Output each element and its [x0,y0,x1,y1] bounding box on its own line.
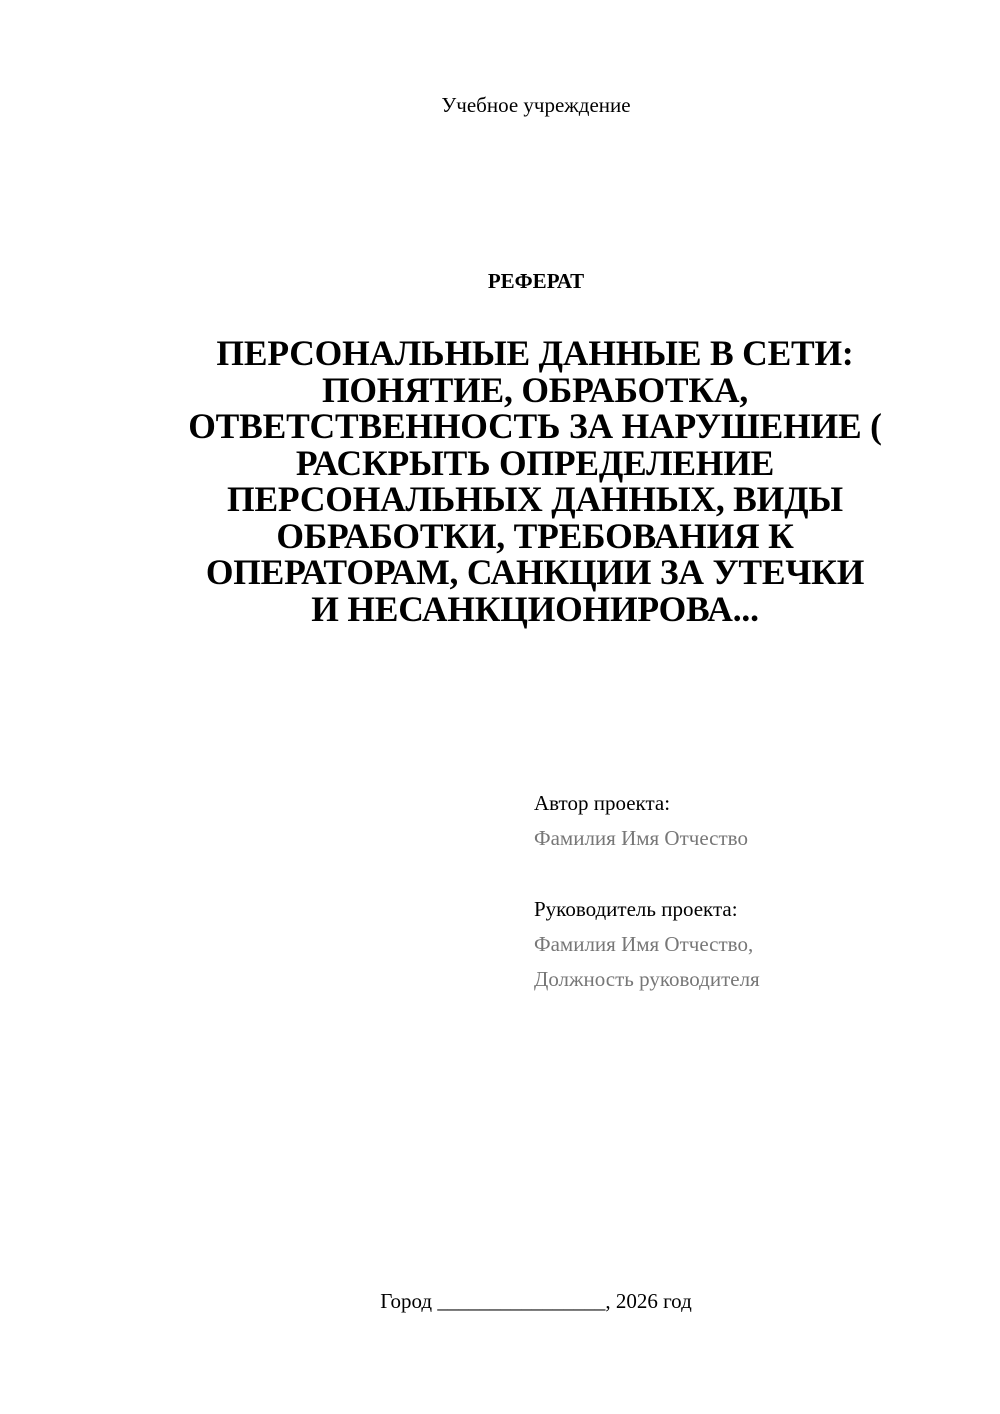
title-line: И НЕСАНКЦИОНИРОВА... [311,588,759,629]
title-line: ПОНЯТИЕ, ОБРАБОТКА, [321,369,749,410]
title-line: ОТВЕТСТВЕННОСТЬ ЗА НАРУШЕНИЕ ( [188,406,882,446]
supervisor-label: Руководитель проекта: [534,897,738,921]
document-type: РЕФЕРАТ [487,269,585,293]
supervisor-block [534,892,760,997]
author-label: Автор проекта: [534,791,671,815]
institution-name: Учебное учреждение [441,93,631,117]
title-line: ОБРАБОТКИ, ТРЕБОВАНИЯ К [276,515,794,556]
supervisor-position: Должность руководителя [534,967,760,991]
author-name: Фамилия Имя Отчество [534,826,748,850]
city-year-footer: Город ________________, 2026 год [380,1289,692,1313]
title-line: РАСКРЫТЬ ОПРЕДЕЛЕНИЕ [295,442,775,483]
supervisor-name: Фамилия Имя Отчество, [534,932,754,956]
title-line: ОПЕРАТОРАМ, САНКЦИИ ЗА УТЕЧКИ [205,552,865,592]
document-title [150,335,920,627]
author-block [534,786,748,856]
title-line: ПЕРСОНАЛЬНЫЕ ДАННЫЕ В СЕТИ: [216,333,854,373]
title-line: ПЕРСОНАЛЬНЫХ ДАННЫХ, ВИДЫ [227,479,843,519]
